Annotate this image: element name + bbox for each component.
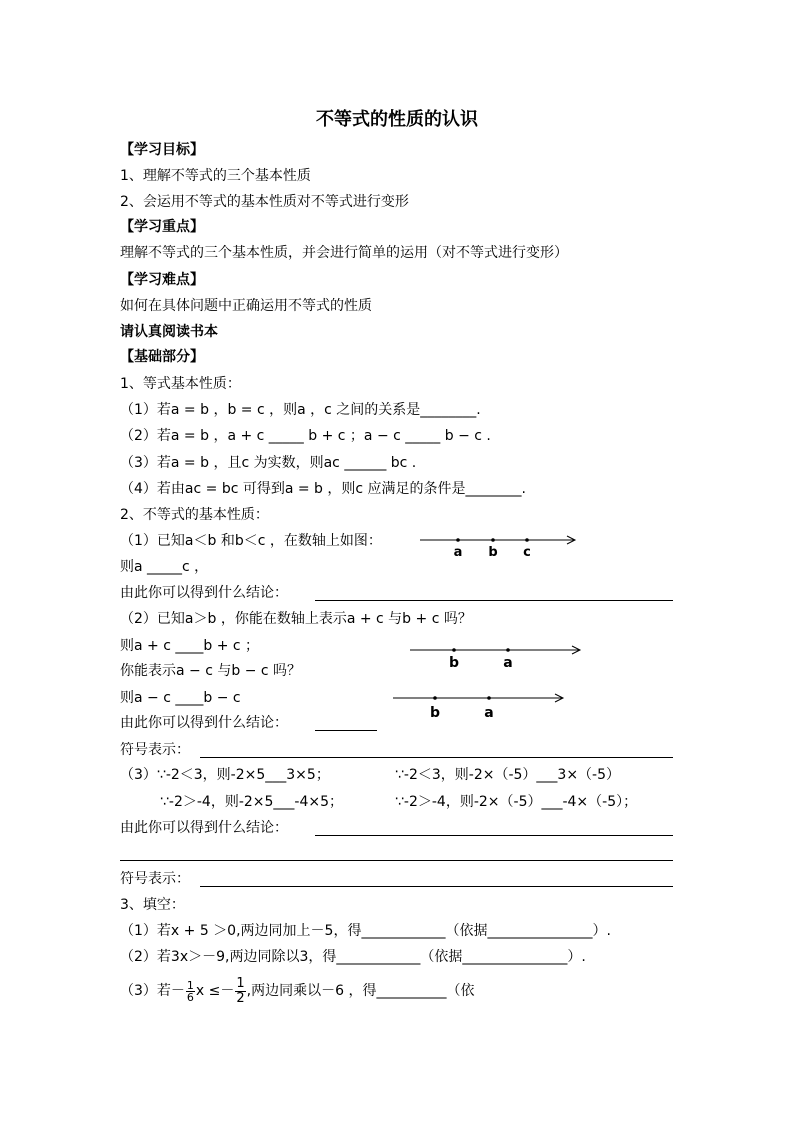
fraction-numerator: 1 (186, 978, 194, 992)
s2-p2: （2）已知a＞b ，你能在数轴上表示a + c 与b + c 吗？ (120, 611, 472, 627)
s3-q3-mid: x ≤－ (195, 983, 235, 999)
fraction-denominator: 2 (236, 990, 245, 1006)
focus-text: 理解不等式的三个基本性质，并会进行简单的运用（对不等式进行变形） (120, 245, 568, 261)
fraction-one-sixth (186, 980, 195, 1003)
s2-p2-then2: 则a − c ____b − c (120, 690, 241, 706)
axis2-label-b: b (448, 655, 460, 671)
answer-line (315, 600, 673, 601)
heading-read: 请认真阅读书本 (120, 324, 218, 340)
number-line-3 (393, 688, 568, 721)
s1-q4: （4）若由ac = bc 可得到a = b ，则c 应满足的条件是________. (120, 481, 526, 497)
goal-2: 2、会运用不等式的基本性质对不等式进行变形 (120, 194, 409, 210)
heading-goals: 【学习目标】 (120, 142, 204, 158)
s3-q1: （1）若x + 5 ＞0,两边同加上－5，得____________（依据_______________）. (120, 923, 611, 939)
s2-symbol-1: 符号表示： (120, 742, 190, 758)
heading-basic: 【基础部分】 (120, 349, 204, 365)
fraction-numerator: 1 (236, 975, 245, 991)
s3-q2: （2）若3x＞－9,两边同除以3，得____________（依据_______________）. (120, 949, 586, 965)
difficulty-text: 如何在具体问题中正确运用不等式的性质 (120, 298, 372, 314)
s1-q2: （2）若a = b ，a + c _____ b + c ；a − c _____ b − c . (120, 428, 491, 444)
s1-q1: （1）若a = b ，b = c ，则a ，c 之间的关系是________. (120, 402, 481, 418)
s2-conclude-1: 由此你可以得到什么结论： (120, 585, 288, 601)
fraction-denominator: 6 (186, 990, 194, 1004)
axis1-label-c: c (523, 545, 531, 560)
s2-p2-ask: 你能表示a − c 与b − c 吗？ (120, 663, 302, 679)
s2-p3a: （3）∵-2＜3，则-2×5___3×5； (120, 767, 330, 783)
s2-head: 2、不等式的基本性质： (120, 507, 269, 523)
s2-p3c: ∵-2＞-4，则-2×5___-4×5； (160, 794, 344, 810)
answer-line (315, 730, 377, 731)
heading-difficulty: 【学习难点】 (120, 272, 204, 288)
number-line-2 (410, 640, 585, 670)
s2-p3b: ∵-2＜3，则-2×（-5）___3×（-5） (395, 767, 621, 783)
s1-q3: （3）若a = b ，且c 为实数，则ac ______ bc . (120, 455, 417, 471)
s3-head: 3、填空： (120, 897, 185, 913)
answer-line (120, 860, 673, 861)
s2-p2-then: 则a + c ____b + c ； (120, 638, 260, 654)
answer-line (315, 835, 673, 836)
goal-1: 1、理解不等式的三个基本性质 (120, 168, 311, 184)
s2-p3d: ∵-2＞-4，则-2×（-5）___-4×（-5）； (395, 794, 638, 810)
s3-q3-pre: （3）若－ (120, 983, 185, 999)
fraction-one-half (235, 977, 245, 1006)
heading-focus: 【学习重点】 (120, 219, 204, 235)
number-line-1 (420, 530, 580, 560)
axis1-label-a: a (453, 545, 463, 560)
s2-conclude-3: 由此你可以得到什么结论： (120, 820, 288, 836)
axis1-label-b: b (488, 545, 498, 560)
axis3-label-b: b (429, 705, 441, 721)
s2-conclude-2: 由此你可以得到什么结论： (120, 715, 288, 731)
s1-head: 1、等式基本性质： (120, 376, 241, 392)
answer-line (200, 886, 673, 887)
page-title: 不等式的性质的认识 (316, 109, 478, 130)
s2-p1: （1）已知a＜b 和b＜c ，在数轴上如图： (120, 533, 382, 549)
s2-p1-then: 则a _____c ， (120, 559, 209, 575)
axis2-label-a: a (503, 655, 513, 671)
s3-q3-post: ,两边同乘以－6 ，得__________（依 (246, 983, 475, 999)
answer-line (200, 757, 673, 758)
axis3-label-a: a (484, 705, 494, 721)
s2-symbol-2: 符号表示： (120, 871, 190, 887)
s3-q3 (120, 976, 474, 1006)
